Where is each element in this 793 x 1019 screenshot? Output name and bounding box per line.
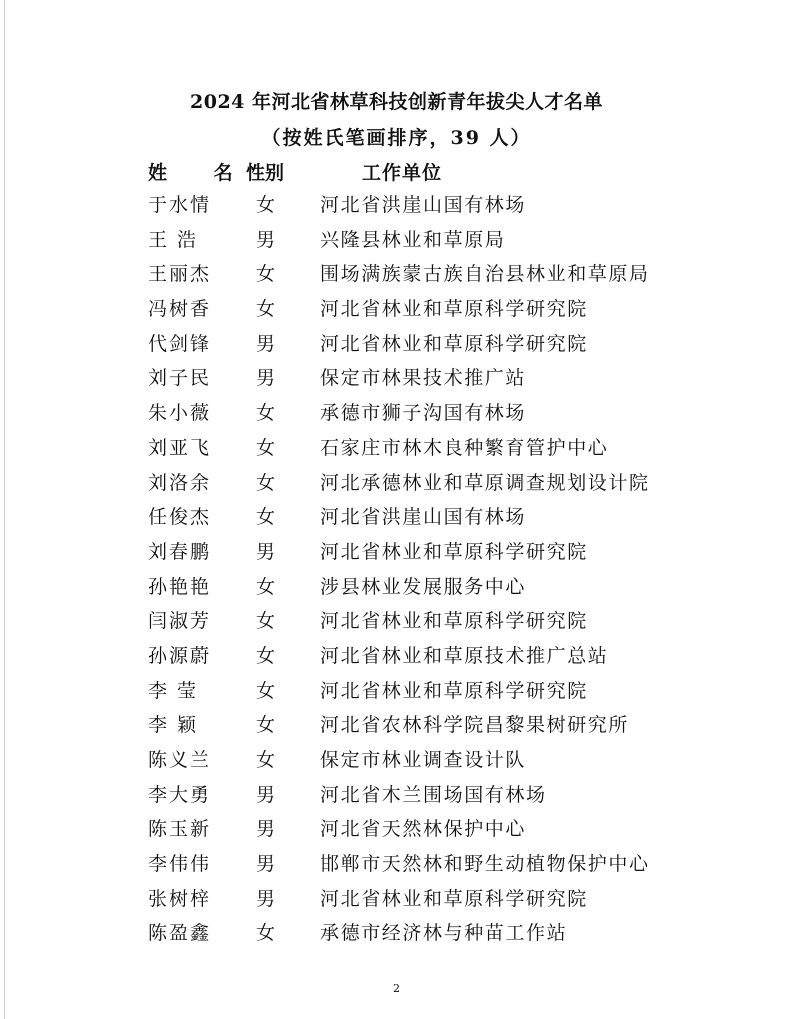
person-gender: 男 xyxy=(256,540,276,563)
table-row xyxy=(0,297,793,332)
person-name: 陈义兰 xyxy=(148,749,212,771)
table-row xyxy=(0,783,793,818)
person-work-unit: 承德市狮子沟国有林场 xyxy=(320,402,527,425)
person-name: 刘亚飞 xyxy=(148,436,212,459)
person-work-unit: 兴隆县林业和草原局 xyxy=(320,228,506,251)
table-row xyxy=(0,193,793,228)
person-work-unit: 河北省林业和草原科学研究院 xyxy=(320,679,588,702)
person-gender: 女 xyxy=(256,714,276,737)
person-work-unit: 保定市林果技术推广站 xyxy=(320,367,527,390)
person-gender: 男 xyxy=(256,783,276,806)
person-name: 李大勇 xyxy=(148,783,212,806)
person-gender: 女 xyxy=(256,575,276,598)
person-name: 张树梓 xyxy=(148,887,212,910)
table-row xyxy=(0,540,793,575)
person-name: 李 颖 xyxy=(148,714,199,737)
table-row xyxy=(0,817,793,852)
person-work-unit: 河北省洪崖山国有林场 xyxy=(320,194,527,216)
table-row xyxy=(0,262,793,297)
table-row xyxy=(0,748,793,783)
person-work-unit: 河北省农林科学院昌黎果树研究所 xyxy=(320,714,630,737)
header-name: 姓 名 xyxy=(148,162,253,184)
person-name: 王 浩 xyxy=(148,228,199,251)
document-title: 2024 年河北省林草科技创新青年拔尖人才名单 xyxy=(190,91,603,113)
person-name: 于水情 xyxy=(148,194,212,216)
person-work-unit: 河北省天然林保护中心 xyxy=(320,818,527,841)
person-gender: 女 xyxy=(256,506,276,529)
table-row xyxy=(0,679,793,714)
person-work-unit: 河北省林业和草原科学研究院 xyxy=(320,887,588,910)
person-gender: 男 xyxy=(256,228,276,251)
person-name: 任俊杰 xyxy=(148,506,212,529)
person-work-unit: 保定市林业调查设计队 xyxy=(320,749,527,771)
person-work-unit: 河北省林业和草原科学研究院 xyxy=(320,298,588,321)
person-work-unit: 河北省林业和草原技术推广总站 xyxy=(320,644,609,667)
person-gender: 男 xyxy=(256,818,276,841)
table-header-row xyxy=(0,158,793,184)
person-work-unit: 石家庄市林木良种繁育管护中心 xyxy=(320,436,609,459)
table-row xyxy=(0,228,793,263)
person-gender: 男 xyxy=(256,332,276,355)
person-work-unit: 河北省林业和草原科学研究院 xyxy=(320,332,588,355)
person-gender: 女 xyxy=(256,402,276,425)
person-work-unit: 河北省木兰围场国有林场 xyxy=(320,783,547,806)
person-name: 陈盈鑫 xyxy=(148,922,212,945)
person-name: 刘春鹏 xyxy=(148,540,212,563)
person-gender: 男 xyxy=(256,853,276,876)
person-name: 陈玉新 xyxy=(148,818,212,841)
table-row xyxy=(0,366,793,401)
person-work-unit: 涉县林业发展服务中心 xyxy=(320,575,527,598)
header-gender: 性别 xyxy=(246,162,285,184)
person-work-unit: 围场满族蒙古族自治县林业和草原局 xyxy=(320,263,650,286)
page-number: 2 xyxy=(393,982,400,995)
person-work-unit: 河北省林业和草原科学研究院 xyxy=(320,540,588,563)
table-row xyxy=(0,471,793,506)
person-name: 孙艳艳 xyxy=(148,575,212,598)
person-work-unit: 河北承德林业和草原调查规划设计院 xyxy=(320,471,650,494)
person-gender: 女 xyxy=(256,922,276,945)
person-name: 孙源蔚 xyxy=(148,644,212,667)
header-work-unit: 工作单位 xyxy=(362,162,443,184)
person-name: 闫淑芳 xyxy=(148,610,212,633)
talent-list xyxy=(0,193,793,956)
person-name: 刘洛余 xyxy=(148,471,212,494)
person-name: 冯树香 xyxy=(148,298,212,321)
person-gender: 女 xyxy=(256,298,276,321)
person-gender: 女 xyxy=(256,644,276,667)
table-row xyxy=(0,332,793,367)
table-row xyxy=(0,436,793,471)
person-gender: 男 xyxy=(256,367,276,390)
person-work-unit: 河北省林业和草原科学研究院 xyxy=(320,610,588,633)
person-name: 李伟伟 xyxy=(148,853,212,876)
table-row xyxy=(0,887,793,922)
table-row xyxy=(0,852,793,887)
person-name: 李 莹 xyxy=(148,679,199,702)
person-gender: 女 xyxy=(256,471,276,494)
person-name: 刘子民 xyxy=(148,367,212,390)
person-gender: 女 xyxy=(256,263,276,286)
person-name: 朱小薇 xyxy=(148,402,212,425)
document-subtitle: （按姓氏笔画排序，39 人） xyxy=(261,127,532,149)
person-work-unit: 承德市经济林与种苗工作站 xyxy=(320,922,568,945)
person-gender: 女 xyxy=(256,749,276,771)
table-row xyxy=(0,401,793,436)
table-row xyxy=(0,505,793,540)
table-row xyxy=(0,921,793,956)
table-row xyxy=(0,713,793,748)
table-row xyxy=(0,644,793,679)
person-gender: 男 xyxy=(256,887,276,910)
person-gender: 女 xyxy=(256,679,276,702)
person-work-unit: 河北省洪崖山国有林场 xyxy=(320,506,527,529)
person-gender: 女 xyxy=(256,436,276,459)
person-name: 代剑锋 xyxy=(148,332,212,355)
table-row xyxy=(0,609,793,644)
person-gender: 女 xyxy=(256,194,276,216)
person-gender: 女 xyxy=(256,610,276,633)
person-name: 王丽杰 xyxy=(148,263,212,286)
person-work-unit: 邯郸市天然林和野生动植物保护中心 xyxy=(320,853,650,876)
table-row xyxy=(0,575,793,610)
